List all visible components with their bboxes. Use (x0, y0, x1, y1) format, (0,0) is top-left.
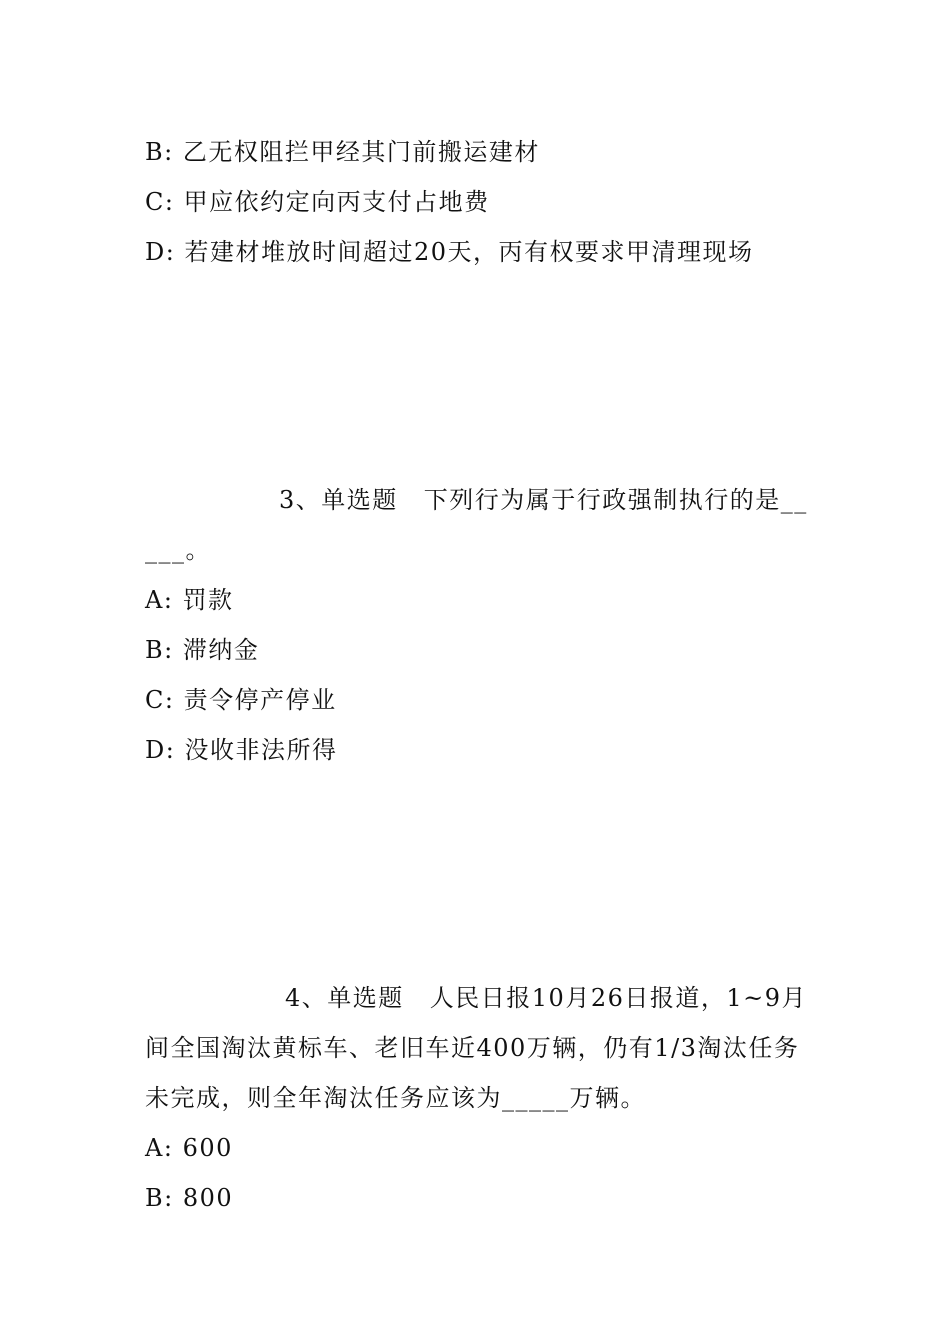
option-text: 若建材堆放时间超过20天，丙有权要求甲清理现场 (184, 238, 754, 266)
question-stem-text: 人民日报10月26日报道，1~9月 (429, 984, 808, 1012)
question-stem-text: 下列行为属于行政强制执行的是__ (423, 486, 808, 514)
option-text: 没收非法所得 (184, 736, 338, 764)
option-b (145, 137, 810, 167)
question-number: 3、单选题 (279, 486, 398, 514)
option-d (145, 735, 810, 765)
option-label: B: (145, 636, 174, 664)
option-label: C: (145, 686, 175, 714)
option-label: A: (145, 1134, 174, 1162)
option-label: D: (145, 238, 176, 266)
option-label: B: (145, 138, 174, 166)
option-b (145, 1183, 810, 1213)
option-text: 甲应依约定向丙支付占地费 (183, 188, 490, 216)
question-stem-continuation: 未完成，则全年淘汰任务应该为_____万辆。 (145, 1084, 646, 1112)
option-text: 乙无权阻拦甲经其门前搬运建材 (182, 138, 540, 166)
question-stem-continuation: ___。 (145, 536, 211, 564)
question-stem (279, 485, 810, 515)
question-stem-continuation: 间全国淘汰黄标车、老旧车近400万辆，仍有1/3淘汰任务 (145, 1034, 800, 1062)
option-b (145, 635, 810, 665)
option-label: A: (145, 586, 174, 614)
option-a (145, 585, 810, 615)
option-text: 责令停产停业 (183, 686, 337, 714)
option-label: B: (145, 1184, 174, 1212)
option-d (145, 237, 810, 267)
option-a (145, 1133, 810, 1163)
option-text: 600 (182, 1134, 233, 1162)
question-stem (285, 983, 810, 1013)
option-label: D: (145, 736, 176, 764)
question-number: 4、单选题 (285, 984, 404, 1012)
option-c (145, 685, 810, 715)
option-text: 800 (182, 1184, 234, 1212)
option-label: C: (145, 188, 175, 216)
option-text: 滞纳金 (182, 636, 260, 664)
option-c (145, 187, 810, 217)
option-text: 罚款 (182, 586, 234, 614)
